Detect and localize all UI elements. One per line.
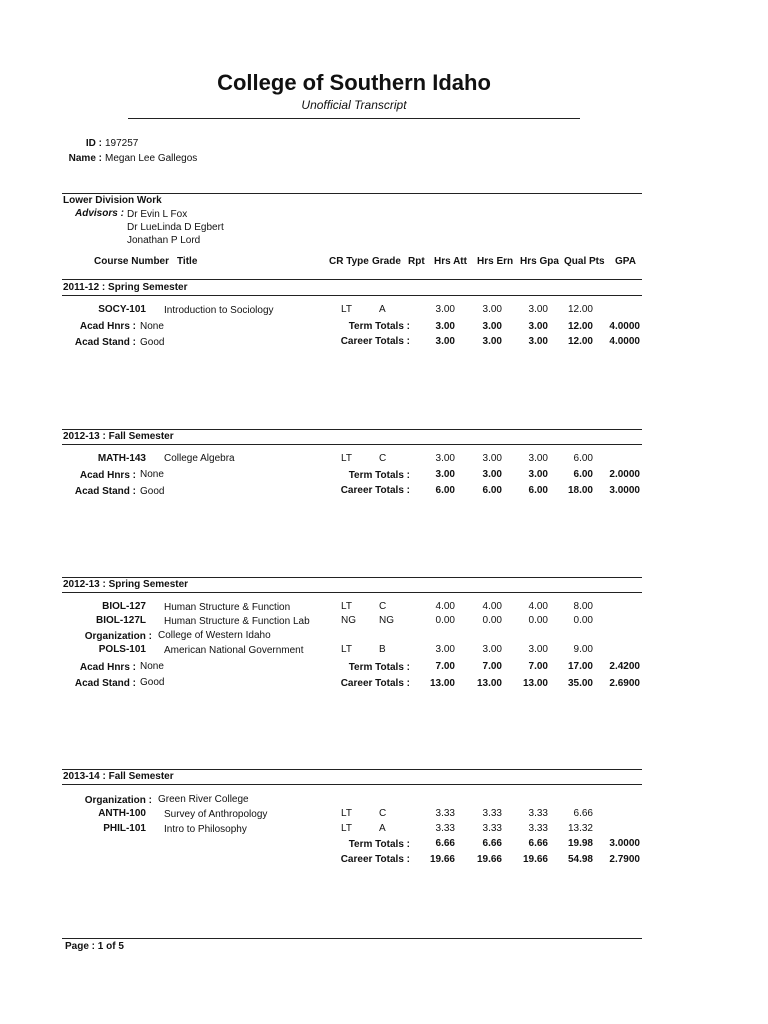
- col-rpt: Rpt: [408, 256, 425, 267]
- course-cr-type: LT: [341, 823, 352, 834]
- acad-stand-label: Acad Stand :: [74, 486, 136, 497]
- course-cr-type: LT: [341, 644, 352, 655]
- division-divider: [62, 193, 642, 194]
- course-qual-pts: 9.00: [573, 644, 593, 655]
- term-divider: [62, 769, 642, 770]
- term-title: 2013-14 : Fall Semester: [63, 771, 174, 782]
- career-hrs-att: 13.00: [429, 678, 455, 689]
- term-hrs-ern: 7.00: [482, 661, 502, 672]
- page-number: Page : 1 of 5: [65, 941, 124, 952]
- course-hrs-gpa: 3.00: [528, 304, 548, 315]
- career-totals-label: Career Totals :: [340, 336, 410, 347]
- acad-hnrs-label: Acad Hnrs :: [79, 662, 136, 673]
- career-totals-label: Career Totals :: [340, 485, 410, 496]
- term-qual-pts: 17.00: [567, 661, 593, 672]
- organization-label: Organization :: [84, 631, 152, 642]
- course-number: POLS-101: [98, 644, 146, 655]
- course-hrs-ern: 3.33: [482, 823, 502, 834]
- course-cr-type: NG: [341, 615, 356, 626]
- course-qual-pts: 0.00: [573, 615, 593, 626]
- course-hrs-gpa: 0.00: [528, 615, 548, 626]
- course-hrs-gpa: 3.00: [528, 644, 548, 655]
- transcript-subtitle: Unofficial Transcript: [301, 98, 407, 112]
- course-hrs-att: 3.00: [435, 304, 455, 315]
- career-hrs-ern: 3.00: [482, 336, 502, 347]
- term-title: 2012-13 : Fall Semester: [63, 431, 174, 442]
- term-hrs-gpa: 6.66: [528, 838, 548, 849]
- course-hrs-gpa: 4.00: [528, 601, 548, 612]
- career-hrs-att: 6.00: [435, 485, 455, 496]
- course-hrs-att: 4.00: [435, 601, 455, 612]
- career-totals-label: Career Totals :: [340, 678, 410, 689]
- course-number: BIOL-127: [102, 601, 146, 612]
- course-cr-type: LT: [341, 304, 352, 315]
- acad-stand-label: Acad Stand :: [74, 678, 136, 689]
- course-number: ANTH-100: [98, 808, 146, 819]
- header-divider: [128, 118, 580, 119]
- acad-hnrs-value: None: [140, 661, 164, 672]
- course-hrs-gpa: 3.00: [528, 453, 548, 464]
- course-hrs-ern: 3.00: [482, 644, 502, 655]
- term-totals-label: Term Totals :: [348, 470, 410, 481]
- career-gpa: 2.7900: [609, 854, 640, 865]
- course-title: Introduction to Sociology: [164, 305, 274, 316]
- acad-hnrs-label: Acad Hnrs :: [79, 321, 136, 332]
- term-divider: [62, 592, 642, 593]
- term-divider: [62, 784, 642, 785]
- course-hrs-ern: 3.33: [482, 808, 502, 819]
- acad-stand-label: Acad Stand :: [74, 337, 136, 348]
- term-qual-pts: 19.98: [567, 838, 593, 849]
- col-hrs-gpa: Hrs Gpa: [520, 256, 559, 267]
- organization-name: College of Western Idaho: [158, 630, 271, 641]
- name-label: Name :: [68, 153, 102, 164]
- term-qual-pts: 12.00: [567, 321, 593, 332]
- col-course-number: Course Number: [94, 256, 170, 267]
- course-qual-pts: 13.32: [567, 823, 593, 834]
- course-hrs-gpa: 3.33: [528, 808, 548, 819]
- course-qual-pts: 8.00: [573, 601, 593, 612]
- career-qual-pts: 54.98: [567, 854, 593, 865]
- term-hrs-att: 6.66: [435, 838, 455, 849]
- course-number: BIOL-127L: [95, 615, 146, 626]
- student-id: 197257: [105, 138, 139, 149]
- col-gpa: GPA: [615, 256, 636, 267]
- term-totals-label: Term Totals :: [348, 839, 410, 850]
- career-gpa: 4.0000: [609, 336, 640, 347]
- col-qual-pts: Qual Pts: [564, 256, 605, 267]
- col-cr-type: CR Type: [329, 256, 369, 267]
- course-qual-pts: 6.00: [573, 453, 593, 464]
- col-title: Title: [177, 256, 198, 267]
- term-gpa: 4.0000: [609, 321, 640, 332]
- term-hrs-gpa: 3.00: [528, 321, 548, 332]
- course-grade: C: [379, 808, 387, 819]
- term-gpa: 3.0000: [609, 838, 640, 849]
- term-gpa: 2.0000: [609, 469, 640, 480]
- course-grade: C: [379, 453, 387, 464]
- term-hrs-gpa: 7.00: [528, 661, 548, 672]
- acad-stand-value: Good: [140, 677, 165, 688]
- acad-hnrs-value: None: [140, 469, 164, 480]
- course-cr-type: LT: [341, 808, 352, 819]
- term-hrs-att: 3.00: [435, 469, 455, 480]
- course-hrs-ern: 3.00: [482, 453, 502, 464]
- course-hrs-att: 3.33: [435, 823, 455, 834]
- course-title: Human Structure & Function Lab: [164, 616, 310, 627]
- term-divider: [62, 295, 642, 296]
- term-divider: [62, 429, 642, 430]
- career-hrs-att: 3.00: [435, 336, 455, 347]
- course-hrs-ern: 3.00: [482, 304, 502, 315]
- career-totals-label: Career Totals :: [340, 854, 410, 865]
- course-hrs-ern: 0.00: [482, 615, 502, 626]
- term-hrs-ern: 6.66: [482, 838, 502, 849]
- term-hrs-gpa: 3.00: [528, 469, 548, 480]
- career-gpa: 2.6900: [609, 678, 640, 689]
- career-hrs-ern: 6.00: [482, 485, 502, 496]
- term-hrs-ern: 3.00: [482, 321, 502, 332]
- course-qual-pts: 6.66: [573, 808, 593, 819]
- course-title: Intro to Philosophy: [164, 824, 247, 835]
- course-grade: B: [379, 644, 386, 655]
- col-hrs-ern: Hrs Ern: [477, 256, 514, 267]
- term-title: 2011-12 : Spring Semester: [63, 282, 188, 293]
- course-grade: C: [379, 601, 387, 612]
- career-hrs-gpa: 3.00: [528, 336, 548, 347]
- course-hrs-att: 3.00: [435, 453, 455, 464]
- organization-name: Green River College: [158, 794, 249, 805]
- acad-stand-value: Good: [140, 337, 165, 348]
- career-qual-pts: 35.00: [567, 678, 593, 689]
- course-title: Human Structure & Function: [164, 602, 291, 613]
- course-hrs-att: 3.00: [435, 644, 455, 655]
- career-qual-pts: 18.00: [567, 485, 593, 496]
- career-hrs-gpa: 6.00: [528, 485, 548, 496]
- organization-label: Organization :: [84, 795, 152, 806]
- advisor-1: Dr Evin L Fox: [127, 209, 188, 220]
- course-number: SOCY-101: [98, 304, 146, 315]
- career-hrs-gpa: 19.66: [522, 854, 548, 865]
- col-grade: Grade: [372, 256, 401, 267]
- id-label: ID :: [85, 138, 102, 149]
- term-divider: [62, 577, 642, 578]
- course-grade: A: [379, 304, 386, 315]
- acad-hnrs-value: None: [140, 321, 164, 332]
- course-cr-type: LT: [341, 453, 352, 464]
- course-hrs-gpa: 3.33: [528, 823, 548, 834]
- advisor-3: Jonathan P Lord: [127, 235, 201, 246]
- student-name: Megan Lee Gallegos: [105, 153, 198, 164]
- footer-divider: [62, 938, 642, 939]
- term-title: 2012-13 : Spring Semester: [63, 579, 189, 590]
- course-title: College Algebra: [164, 453, 235, 464]
- term-gpa: 2.4200: [609, 661, 640, 672]
- career-hrs-gpa: 13.00: [522, 678, 548, 689]
- career-hrs-att: 19.66: [429, 854, 455, 865]
- acad-stand-value: Good: [140, 486, 165, 497]
- course-grade: A: [379, 823, 386, 834]
- course-number: PHIL-101: [103, 823, 146, 834]
- acad-hnrs-label: Acad Hnrs :: [79, 470, 136, 481]
- term-divider: [62, 279, 642, 280]
- col-hrs-att: Hrs Att: [434, 256, 467, 267]
- division-title: Lower Division Work: [63, 195, 162, 206]
- course-title: American National Government: [164, 645, 304, 656]
- career-hrs-ern: 19.66: [476, 854, 502, 865]
- career-qual-pts: 12.00: [567, 336, 593, 347]
- term-hrs-att: 3.00: [435, 321, 455, 332]
- term-hrs-ern: 3.00: [482, 469, 502, 480]
- term-totals-label: Term Totals :: [348, 321, 410, 332]
- course-grade: NG: [379, 615, 394, 626]
- course-hrs-ern: 4.00: [482, 601, 502, 612]
- course-cr-type: LT: [341, 601, 352, 612]
- institution-title: College of Southern Idaho: [217, 70, 491, 95]
- course-hrs-att: 0.00: [435, 615, 455, 626]
- term-hrs-att: 7.00: [435, 661, 455, 672]
- course-qual-pts: 12.00: [567, 304, 593, 315]
- advisor-2: Dr LueLinda D Egbert: [127, 222, 224, 233]
- career-gpa: 3.0000: [609, 485, 640, 496]
- term-qual-pts: 6.00: [573, 469, 593, 480]
- course-title: Survey of Anthropology: [164, 809, 268, 820]
- term-totals-label: Term Totals :: [348, 662, 410, 673]
- career-hrs-ern: 13.00: [476, 678, 502, 689]
- term-divider: [62, 444, 642, 445]
- course-hrs-att: 3.33: [435, 808, 455, 819]
- course-number: MATH-143: [97, 453, 146, 464]
- advisors-label: Advisors :: [75, 208, 124, 219]
